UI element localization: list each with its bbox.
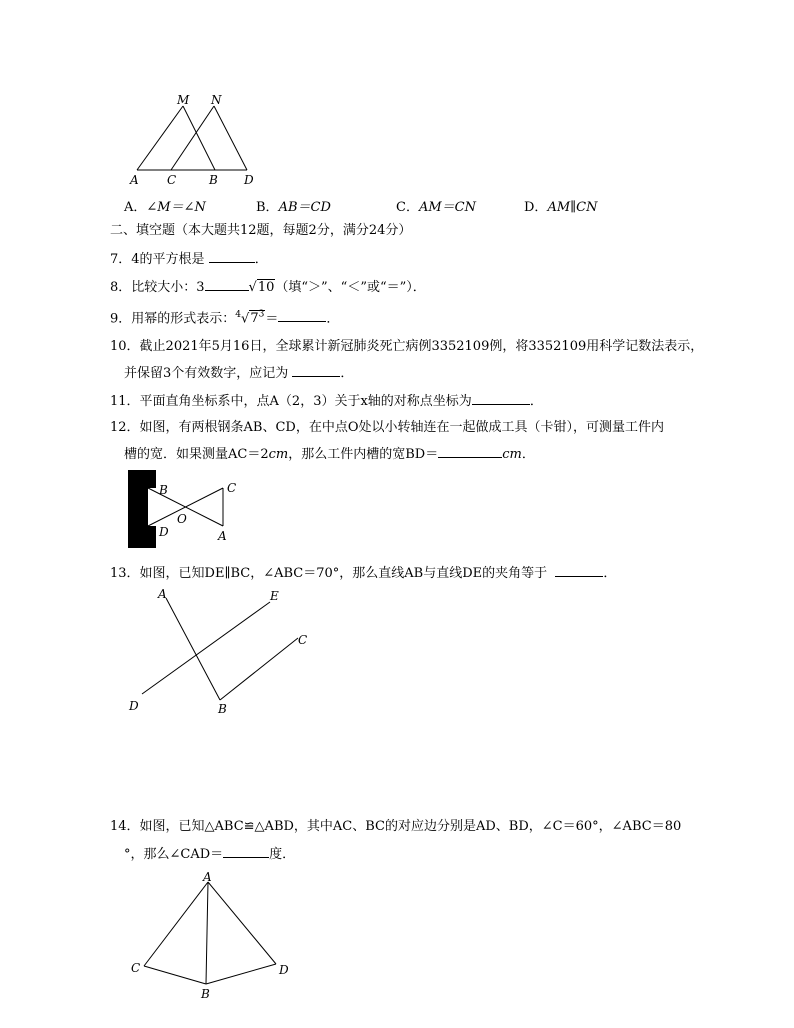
answer-blank[interactable] bbox=[278, 309, 326, 322]
radicand bbox=[249, 310, 265, 326]
question-12-line2 bbox=[124, 445, 535, 464]
label-c: C bbox=[298, 633, 308, 647]
question-8 bbox=[110, 278, 426, 297]
label-b: B bbox=[159, 483, 168, 497]
choice-math: AM∥CN bbox=[547, 200, 598, 215]
question-10-line2 bbox=[124, 364, 353, 383]
question-14-line2 bbox=[124, 845, 295, 864]
label-a: A bbox=[130, 173, 139, 187]
question-14-line1: 14．如图，已知△ABC≌△ABD，其中AC、BC的对应边分别是AD、BD，∠C＝60°，∠ABC＝80 bbox=[110, 819, 682, 834]
answer-blank[interactable] bbox=[223, 845, 269, 858]
label-c: C bbox=[131, 961, 141, 975]
q11-end: ． bbox=[529, 394, 543, 409]
q14-line2a: °，那么∠CAD＝ bbox=[124, 847, 224, 862]
q13-end: ． bbox=[603, 566, 617, 581]
question-7 bbox=[110, 250, 268, 269]
choice-letter: D． bbox=[524, 200, 548, 215]
q8-pre: 8．比较大小：3 bbox=[110, 280, 205, 295]
q11-text: 11．平面直角坐标系中，点A（2，3）关于x轴的对称点坐标为 bbox=[110, 394, 472, 409]
label-o: O bbox=[177, 512, 187, 526]
equals: ＝ bbox=[265, 311, 279, 327]
label-d: D bbox=[244, 173, 254, 187]
q9-end: ． bbox=[326, 311, 340, 327]
label-d: D bbox=[129, 699, 139, 713]
label-a: A bbox=[158, 587, 167, 601]
label-d: D bbox=[279, 963, 289, 977]
answer-blank[interactable] bbox=[438, 445, 502, 458]
label-n: N bbox=[211, 93, 222, 107]
unit: cm bbox=[268, 447, 289, 462]
choice-math: AB＝CD bbox=[278, 200, 331, 215]
exponent: 3 bbox=[258, 310, 265, 320]
label-d: D bbox=[159, 525, 169, 539]
choice-letter: B． bbox=[256, 200, 279, 215]
figure-congruent-triangles bbox=[126, 870, 306, 1002]
figure-triangles-mn bbox=[125, 90, 265, 190]
choice-d bbox=[524, 196, 597, 215]
figure-calipers bbox=[126, 468, 246, 552]
label-b: B bbox=[218, 702, 227, 716]
choice-math: AM＝CN bbox=[418, 200, 476, 215]
radicand: 10 bbox=[257, 280, 275, 295]
answer-blank[interactable] bbox=[472, 392, 530, 405]
label-b: B bbox=[201, 987, 210, 1001]
q9-pre: 9．用幂的形式表示： bbox=[110, 311, 236, 327]
choice-letter: A． bbox=[124, 200, 147, 215]
question-11 bbox=[110, 392, 543, 411]
choice-c bbox=[396, 196, 476, 215]
label-c: C bbox=[227, 481, 237, 495]
question-10-line1: 10．截止2021年5月16日，全球累计新冠肺炎死亡病例3352109例，将3352109用科学记数法表示， bbox=[110, 339, 704, 354]
radical-sign: √ bbox=[241, 311, 250, 327]
question-9 bbox=[110, 306, 339, 328]
label-a: A bbox=[218, 529, 227, 543]
unit: cm bbox=[502, 447, 522, 462]
answer-blank[interactable] bbox=[209, 250, 255, 263]
choice-b bbox=[256, 196, 331, 215]
section-heading: 二、填空题（本大题共12题，每题2分，满分24分） bbox=[110, 223, 412, 238]
q7-end: ． bbox=[254, 252, 268, 267]
q13-text: 13．如图，已知DE∥BC，∠ABC＝70°，那么直线AB与直线DE的夹角等于 bbox=[110, 566, 548, 581]
answer-blank[interactable] bbox=[555, 564, 603, 577]
answer-blank[interactable] bbox=[205, 278, 249, 291]
q7-text: 7．4的平方根是 bbox=[110, 252, 205, 267]
choice-a bbox=[124, 196, 206, 215]
q10-end: ． bbox=[340, 366, 354, 381]
question-13 bbox=[110, 564, 616, 583]
q12-end: ． bbox=[521, 447, 535, 462]
choice-math: ∠M＝∠N bbox=[146, 200, 206, 215]
question-12-line1: 12．如图，有两根钢条AB、CD，在中点O处以小转轴连在一起做成工具（卡钳），可测量工件内 bbox=[110, 420, 665, 435]
label-b: B bbox=[209, 173, 218, 187]
q12-line2a: 槽的宽．如果测量AC＝2 bbox=[124, 447, 269, 462]
answer-blank[interactable] bbox=[292, 364, 340, 377]
q12-line2b: ，那么工件内槽的宽BD＝ bbox=[288, 447, 439, 462]
label-e: E bbox=[270, 589, 279, 603]
sqrt-10 bbox=[249, 279, 276, 297]
radical-sign: √ bbox=[248, 280, 257, 295]
q10-line2: 并保留3个有效数字，应记为 bbox=[124, 366, 289, 381]
base: 7 bbox=[250, 311, 259, 327]
figure-parallel-lines bbox=[126, 582, 326, 722]
label-c: C bbox=[167, 173, 177, 187]
label-m: M bbox=[177, 93, 190, 107]
choice-letter: C． bbox=[396, 200, 419, 215]
q14-line2b: 度． bbox=[269, 847, 296, 862]
q8-post: （填“＞”、“＜”或“＝”）． bbox=[275, 280, 426, 295]
label-a: A bbox=[203, 870, 212, 884]
root-index: 4 bbox=[235, 310, 242, 320]
